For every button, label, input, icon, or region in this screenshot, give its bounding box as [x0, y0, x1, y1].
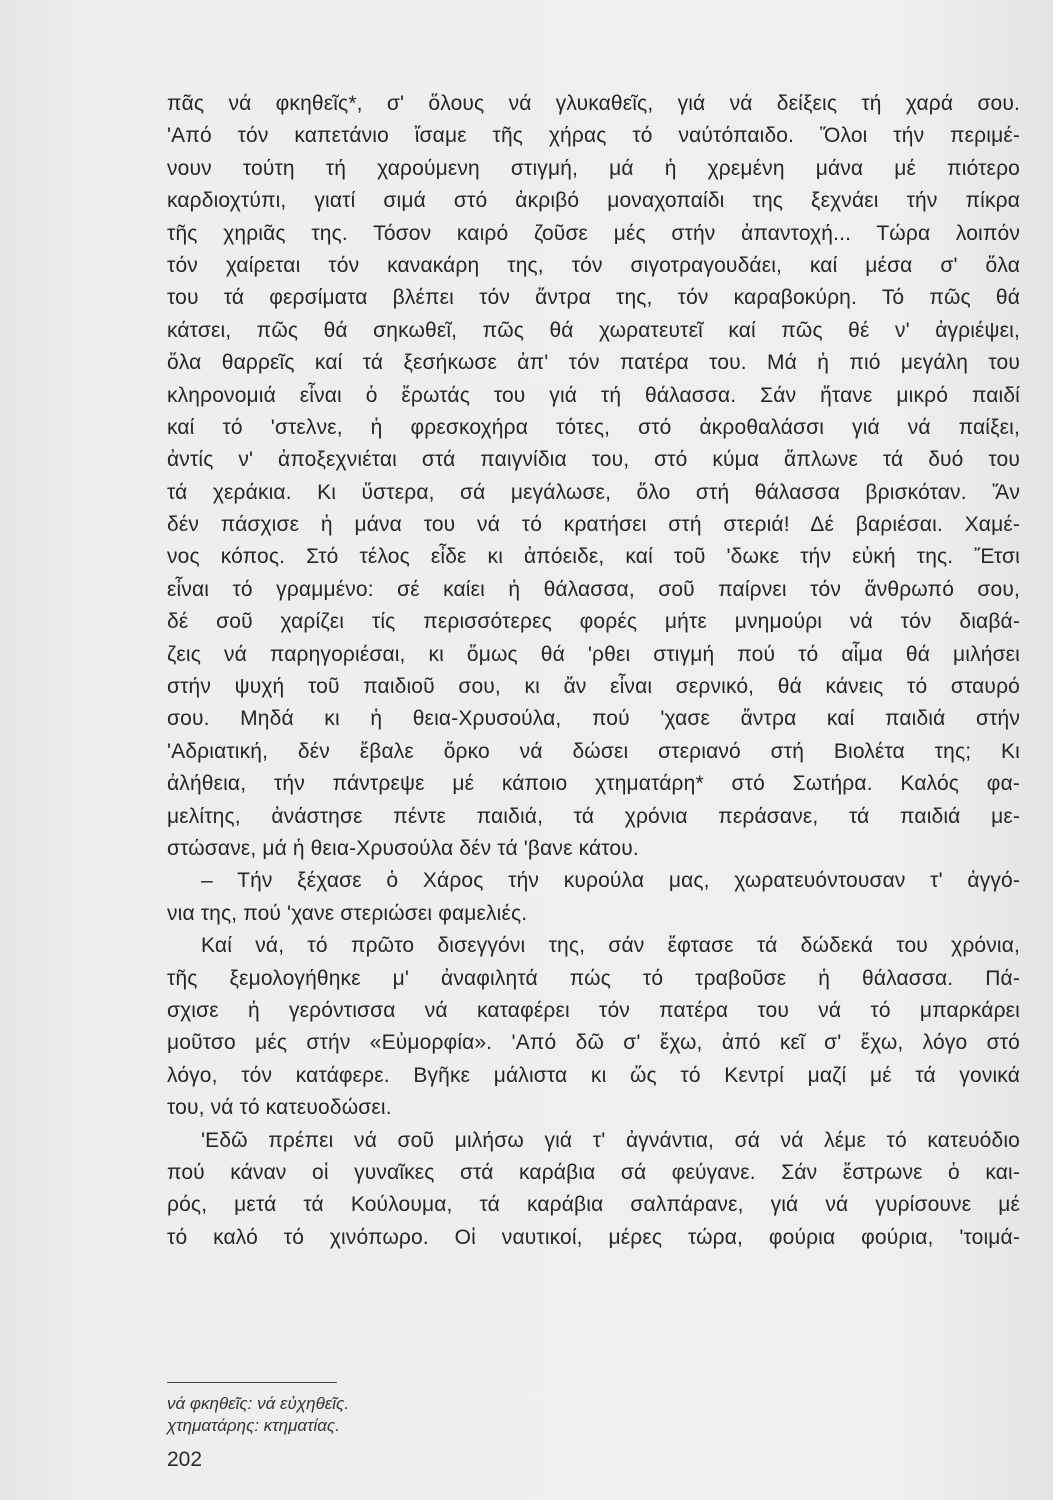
text-line: τά χεράκια. Κι ὕστερα, σά μεγάλωσε, ὅλο στή θάλασσα βρισκόταν. Ἄν	[167, 480, 1020, 504]
text-line: μελίτης, ἀνάστησε πέντε παιδιά, τά χρόνια περάσανε, τά παιδιά με-	[167, 804, 1020, 828]
text-line: νουν τούτη τή χαρούμενη στιγμή, μά ἡ χρεμένη μάνα μέ πιότερο	[167, 156, 1020, 180]
text-line: τό καλό τό χινόπωρο. Οἱ ναυτικοί, μέρες τώρα, φούρια φούρια, 'τοιμά-	[167, 1225, 1020, 1249]
body-text	[167, 88, 1020, 1254]
footnotes	[167, 1393, 767, 1437]
text-line: του τά φερσίματα βλέπει τόν ἄντρα της, τόν καραβοκύρη. Τό πῶς θά	[167, 286, 1020, 310]
text-line: καί τό 'στελνε, ἡ φρεσκοχήρα τότες, στό ἀκροθαλάσσι γιά νά παίξει,	[167, 415, 1020, 439]
text-line: στήν ψυχή τοῦ παιδιοῦ σου, κι ἄν εἶναι σερνικό, θά κάνεις τό σταυρό	[167, 675, 1020, 699]
text-line: ὅλα θαρρεῖς καί τά ξεσήκωσε ἀπ' τόν πατέρα του. Μά ἡ πιό μεγάλη του	[167, 351, 1020, 375]
text-line: 'Εδῶ πρέπει νά σοῦ μιλήσω γιά τ' ἀγνάντια, σά νά λέμε τό κατευόδιο	[201, 1128, 1020, 1152]
text-line: 'Από τόν καπετάνιο ἴσαμε τῆς χήρας τό ναύτόπαιδο. Ὅλοι τήν περιμέ-	[167, 124, 1020, 148]
footnote: νά φκηθεῖς: νά εὐχηθεῖς.	[167, 1394, 350, 1413]
text-line: μοῦτσο μές στήν «Εὐμορφία». 'Από δῶ σ' ἔχω, ἀπό κεῖ σ' ἔχω, λόγο στό	[167, 1031, 1020, 1055]
footnote: χτηματάρης: κτηματίας.	[167, 1416, 340, 1435]
footnote-divider	[167, 1382, 337, 1383]
text-line: νος κόπος. Στό τέλος εἶδε κι ἀπόειδε, καί τοῦ 'δωκε τήν εὐκή της. Ἔτσι	[167, 545, 1020, 569]
text-line: τῆς ξεμολογήθηκε μ' ἀναφιλητά πώς τό τραβοῦσε ἡ θάλασσα. Πά-	[167, 966, 1020, 990]
text-line: ἀλήθεια, τήν πάντρεψε μέ κάποιο χτηματάρη* στό Σωτήρα. Καλός φα-	[167, 772, 1020, 796]
text-line: τόν χαίρεται τόν κανακάρη της, τόν σιγοτραγουδάει, καί μέσα σ' ὅλα	[167, 253, 1020, 277]
text-line: – Τήν ξέχασε ὁ Χάρος τήν κυρούλα μας, χωρατευόντουσαν τ' ἀγγό-	[201, 869, 1020, 893]
page-number: 202	[167, 1448, 203, 1471]
text-line: δέ σοῦ χαρίζει τίς περισσότερες φορές μήτε μνημούρι νά τόν διαβά-	[167, 610, 1020, 634]
text-line: ρός, μετά τά Κούλουμα, τά καράβια σαλπάρανε, γιά νά γυρίσουνε μέ	[167, 1193, 1020, 1217]
text-line: κάτσει, πῶς θά σηκωθεῖ, πῶς θά χωρατευτεῖ καί πῶς θέ ν' ἀγριέψει,	[167, 318, 1020, 342]
text-line: στώσανε, μά ἡ θεια-Χρυσούλα δέν τά 'βανε κάτου.	[167, 836, 639, 860]
text-line: καρδιοχτύπι, γιατί σιμά στό ἀκριβό μοναχοπαίδι της ξεχνάει τήν πίκρα	[167, 189, 1020, 213]
text-line: εἶναι τό γραμμένο: σέ καίει ἡ θάλασσα, σοῦ παίρνει τόν ἄνθρωπό σου,	[167, 577, 1020, 601]
text-line: ἀντίς ν' ἀποξεχνιέται στά παιγνίδια του, στό κύμα ἅπλωνε τά δυό του	[167, 448, 1020, 472]
text-line: λόγο, τόν κατάφερε. Βγῆκε μάλιστα κι ὥς τό Κεντρί μαζί μέ τά γονικά	[167, 1063, 1020, 1087]
text-line: πού κάναν οἱ γυναῖκες στά καράβια σά φεύγανε. Σάν ἔστρωνε ὁ και-	[167, 1160, 1020, 1184]
text-line: Καί νά, τό πρῶτο δισεγγόνι της, σάν ἔφτασε τά δώδεκά του χρόνια,	[201, 934, 1020, 958]
text-line: σχισε ἡ γερόντισσα νά καταφέρει τόν πατέρα του νά τό μπαρκάρει	[167, 998, 1020, 1022]
text-line: ζεις νά παρηγοριέσαι, κι ὅμως θά 'ρθει στιγμή πού τό αἷμα θά μιλήσει	[167, 642, 1020, 666]
text-line: 'Αδριατική, δέν ἔβαλε ὅρκο νά δώσει στεριανό στή Βιολέτα της; Κι	[167, 739, 1020, 763]
text-line: νια της, πού 'χανε στεριώσει φαμελιές.	[167, 901, 528, 925]
text-line: πᾶς νά φκηθεῖς*, σ' ὅλους νά γλυκαθεῖς, γιά νά δείξεις τή χαρά σου.	[167, 92, 1020, 115]
text-line: σου. Μηδά κι ἡ θεια-Χρυσούλα, πού 'χασε ἄντρα καί παιδιά στήν	[167, 707, 1020, 731]
text-line: κληρονομιά εἶναι ὁ ἔρωτάς του γιά τή θάλασσα. Σάν ἤτανε μικρό παιδί	[167, 383, 1020, 407]
text-line: δέν πάσχισε ἡ μάνα του νά τό κρατήσει στή στεριά! Δέ βαριέσαι. Χαμέ-	[167, 513, 1020, 537]
text-line: τῆς χηριᾶς της. Τόσον καιρό ζοῦσε μές στήν ἀπαντοχή... Τώρα λοιπόν	[167, 221, 1020, 245]
text-line: του, νά τό κατευοδώσει.	[167, 1096, 392, 1120]
